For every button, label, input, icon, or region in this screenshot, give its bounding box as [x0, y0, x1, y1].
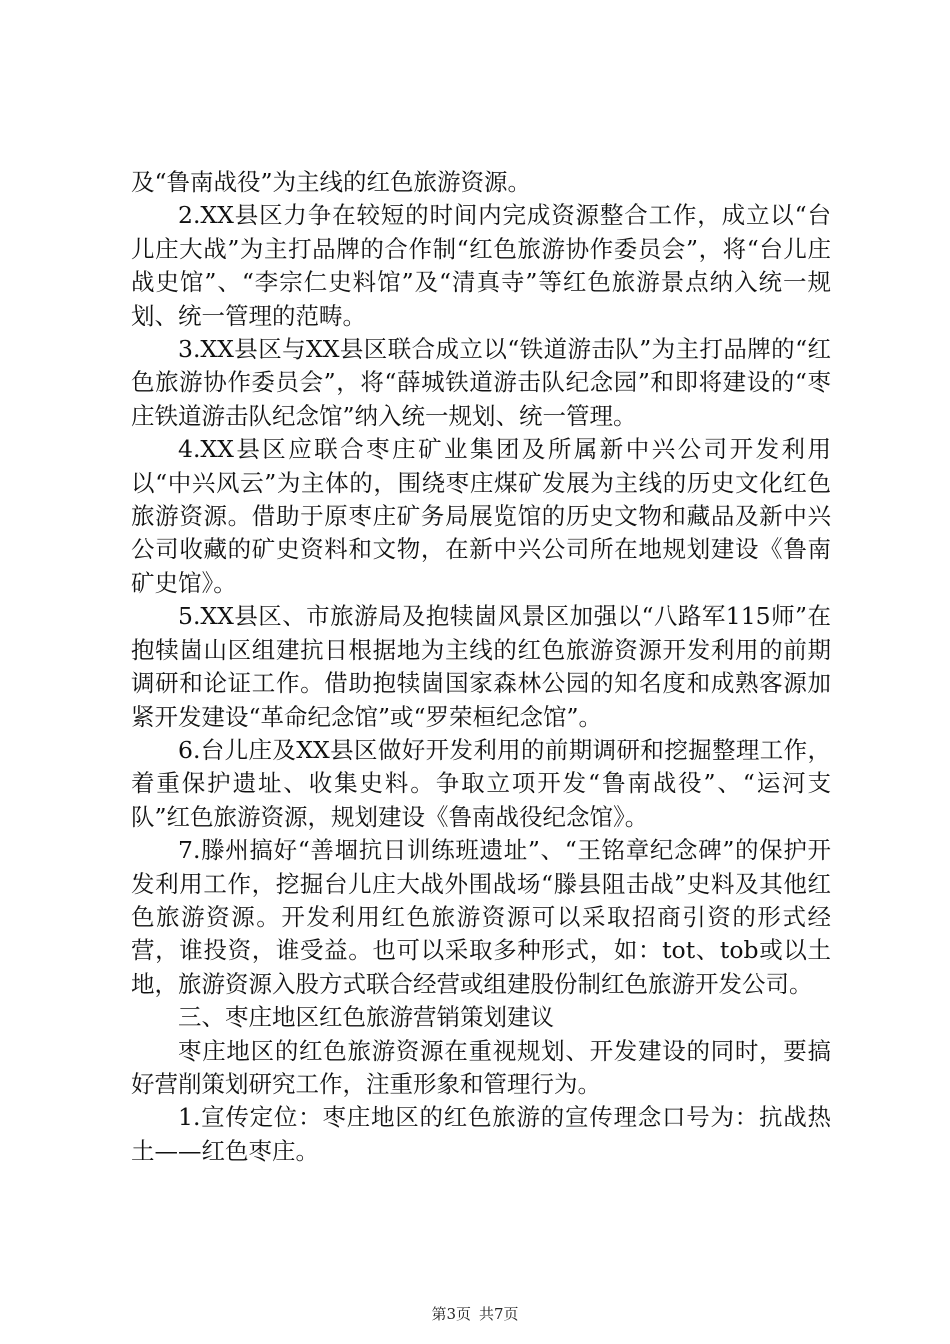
document-body — [131, 166, 831, 1168]
paragraph-10: 1.宣传定位：枣庄地区的红色旅游的宣传理念口号为：抗战热土——红色枣庄。 — [131, 1103, 831, 1165]
paragraph-9: 枣庄地区的红色旅游资源在重视规划、开发建设的同时，要搞好营削策划研究工作，注重形象和管理行为。 — [131, 1036, 831, 1098]
paragraph-6: 6.台儿庄及XX县区做好开发利用的前期调研和挖掘整理工作，着重保护遗址、收集史料。争取立项开发“鲁南战役”、“运河支队”红色旅游资源，规划建设《鲁南战役纪念馆》。 — [131, 735, 831, 831]
page-total: 共7页 — [479, 1305, 519, 1323]
paragraph-4: 4.XX县区应联合枣庄矿业集团及所属新中兴公司开发利用以“中兴风云”为主体的，围绕枣庄煤矿发展为主线的历史文化红色旅游资源。借助于原枣庄矿务局展览馆的历史文物和藏品及新中兴公司收藏的矿史资料和文物，在新中兴公司所在地规划建设《鲁南矿史馆》。 — [131, 435, 831, 597]
section-heading: 三、枣庄地区红色旅游营销策划建议 — [178, 1003, 554, 1032]
paragraph-1: 及“鲁南战役”为主线的红色旅游资源。 — [131, 168, 532, 196]
page-number: 第3页 — [431, 1305, 471, 1323]
page-footer — [0, 1304, 950, 1324]
paragraph-7: 7.滕州搞好“善堌抗日训练班遗址”、“王铭章纪念碑”的保护开发利用工作，挖掘台儿庄大战外围战场“滕县阻击战”史料及其他红色旅游资源。开发利用红色旅游资源可以采取招商引资的形式经营，谁投资，谁受益。也可以采取多种形式，如：tot、tob或以土地，旅游资源入股方式联合经营或组建股份制红色旅游开发公司。 — [131, 836, 831, 998]
paragraph-5: 5.XX县区、市旅游局及抱犊崮风景区加强以“八路军115师”在抱犊崮山区组建抗日根据地为主线的红色旅游资源开发利用的前期调研和论证工作。借助抱犊崮国家森林公园的知名度和成熟客源加紧开发建设“革命纪念馆”或“罗荣桓纪念馆”。 — [131, 602, 831, 731]
paragraph-2: 2.XX县区力争在较短的时间内完成资源整合工作，成立以“台儿庄大战”为主打品牌的合作制“红色旅游协作委员会”，将“台儿庄战史馆”、“李宗仁史料馆”及“清真寺”等红色旅游景点纳入统一规划、统一管理的范畴。 — [131, 201, 831, 330]
paragraph-3: 3.XX县区与XX县区联合成立以“铁道游击队”为主打品牌的“红色旅游协作委员会”，将“薛城铁道游击队纪念园”和即将建设的“枣庄铁道游击队纪念馆”纳入统一规划、统一管理。 — [131, 335, 831, 430]
